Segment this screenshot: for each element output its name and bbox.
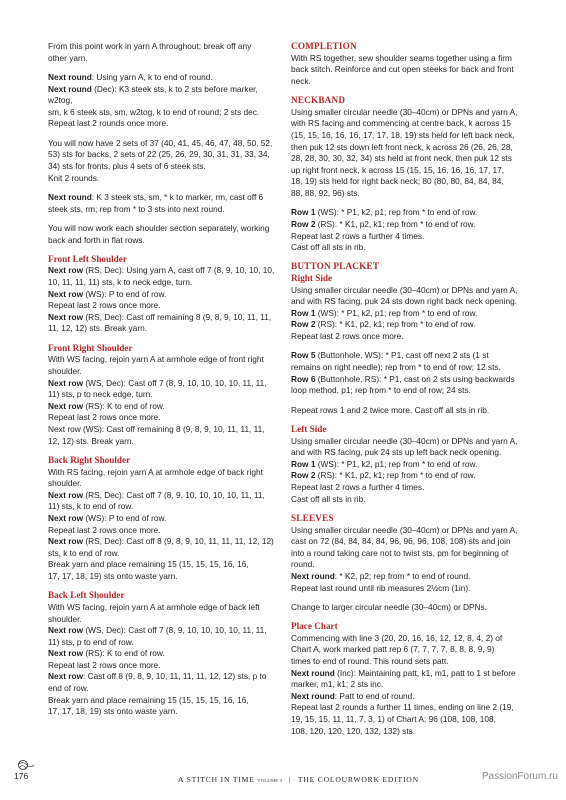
- stitch-sets-paragraph: [48, 138, 276, 184]
- text-line: Row 2 (RS): * K1, p2, k1; rep from * to end of row.: [291, 470, 476, 481]
- left-side-body: [291, 436, 523, 506]
- bold-label: Row 1: [291, 458, 316, 469]
- text-line: remains on right needle); rep from * to end of row; 12 sts.: [291, 362, 501, 373]
- text-line: Row 1 (WS): * P1, k2, p1; rep from * to end of row.: [291, 207, 478, 218]
- text-line: Using smaller circular needle (30–40cm) or DPNs and yarn A,: [291, 106, 518, 117]
- place-chart-section: [291, 621, 523, 737]
- section-body: [48, 467, 276, 583]
- text-line: Break yarn and place remaining 15 (15, 15, 15, 16, 16,: [48, 694, 249, 705]
- section-heading: Back Left Shoulder: [48, 590, 125, 601]
- front-left-shoulder-section: [48, 254, 276, 335]
- shoulder-note: [48, 223, 276, 246]
- text-line: Using smaller circular needle (30–40cm) or DPNs and yarn A,: [291, 435, 518, 446]
- text-line: Next row (WS): Cast off remaining 8 (9, 8, 9, 10, 11, 11, 11,: [48, 424, 265, 434]
- bold-label: Next row: [48, 489, 84, 500]
- text-line: 108, 120, 120, 120, 132, 132) sts.: [291, 725, 416, 736]
- bold-label: Row 5: [291, 350, 316, 361]
- bold-label: Next row: [48, 648, 84, 659]
- page-footer: [0, 771, 566, 791]
- section-heading: NECKBAND: [291, 95, 346, 106]
- text-line: Next round: Using yarn A, k to end of round.: [48, 71, 213, 82]
- bold-label: Next row: [48, 400, 84, 411]
- subsection-heading: Left Side: [291, 424, 327, 434]
- back-right-shoulder-section: [48, 455, 276, 583]
- text-line: cast on 72 (84, 84, 84, 84, 96, 96, 96, 108, 108) sts and join: [291, 536, 511, 547]
- text-line: Next row (RS, Dec): Cast off 7 (8, 9, 10, 10, 10, 10, 11, 11,: [48, 489, 265, 500]
- text-line: With WS facing, rejoin yarn A at armhole edge of back left: [48, 601, 260, 612]
- text-line: then puk 12 sts down left front neck, k across 26 (26, 26, 28,: [291, 141, 513, 152]
- right-column: [291, 41, 523, 745]
- bold-label: Next row: [48, 311, 84, 322]
- text-line: Row 2 (RS): * K1, p2, k1; rep from * to end of row.: [291, 319, 476, 330]
- text-line: Repeat last 2 rows a further 4 times.: [291, 230, 425, 241]
- front-right-shoulder-section: [48, 343, 276, 447]
- section-heading: SLEEVES: [291, 512, 334, 523]
- section-heading: BUTTON PLACKET: [291, 261, 380, 272]
- subsection-heading: Right Side: [291, 273, 333, 284]
- text-line: sts, k to end of row.: [48, 547, 120, 558]
- text-line: 17, 17, 18, 19) sts onto waste yarn.: [48, 706, 178, 717]
- section-heading: COMPLETION: [291, 41, 357, 51]
- text-line: shoulder.: [48, 478, 82, 489]
- text-line: round.: [291, 559, 315, 570]
- text-line: Next row (WS, Dec): Cast off 7 (8, 9, 10, 10, 10, 10, 11, 11,: [48, 625, 267, 636]
- text-line: shoulder.: [48, 613, 82, 624]
- needle-change-note: Change to larger circular needle (30–40cm) or DPNs.: [291, 601, 487, 612]
- text-line: Repeat last 2 rounds a further 11 times, ending on line 2 (19,: [291, 702, 514, 713]
- decrease-rounds: [48, 72, 276, 130]
- text-line: marker, m1, k1; 2 sts inc.: [291, 679, 384, 690]
- text-line: With RS facing, rejoin yarn A at armhole edge of back right: [48, 466, 263, 477]
- magazine-name: A STITCH IN TIME: [178, 775, 255, 784]
- text-line: 19, 15, 15, 11, 11, 7, 3, 1) of Chart A; 96 (108, 108, 108,: [291, 714, 496, 725]
- text-line: Using smaller circular needle (30–40cm) or DPNs and yarn A,: [291, 524, 518, 535]
- text-line: 11) sts, p to neck edge, turn.: [48, 389, 153, 400]
- yarn-ball-icon: [14, 757, 36, 771]
- text-line: 11) sts, p to end of row.: [48, 636, 134, 647]
- text-line: Next row (WS): P to end of row.: [48, 512, 167, 523]
- text-line: 34) sts for fronts, plus 4 sets of 6 steek sts.: [48, 160, 206, 171]
- text-line: Next row (WS, Dec): Cast off 7 (8, 9, 10, 10, 10, 10, 11, 11,: [48, 377, 267, 388]
- bold-label: Row 1: [291, 207, 316, 218]
- right-side-body: [291, 285, 523, 343]
- text-line: With WS facing, rejoin yarn A at armhole edge of front right: [48, 354, 264, 365]
- separator: |: [289, 775, 292, 784]
- text-line: Next row (RS): K to end of row.: [48, 400, 165, 411]
- sleeves-section: [291, 513, 523, 614]
- text-line: neck.: [291, 75, 311, 86]
- page-number: 176: [14, 771, 29, 781]
- text-line: Repeat last 2 rows once more.: [48, 412, 161, 423]
- neckband-section: [291, 95, 523, 254]
- text-line: Row 1 (WS): * P1, k2, p1; rep from * to end of row.: [291, 307, 478, 318]
- section-heading: Back Right Shoulder: [48, 454, 131, 465]
- text-line: up right front neck, k across 15 (15, 15, 16, 16, 16, 17, 17,: [291, 164, 505, 175]
- bold-label: Next round: [291, 667, 335, 678]
- text-line: Next round: K 3 steek sts, sm, * k to marker, rm, cast off 6: [48, 191, 264, 202]
- text-line: back stitch. Reinforce and cut open steeks for back and front: [291, 64, 514, 75]
- left-column: [48, 41, 276, 726]
- buttonhole-rows: [291, 350, 523, 396]
- text-line: 88, 88, 92, 96) sts.: [291, 187, 360, 198]
- text-line: sm, k 6 steek sts, sm, w2tog, k to end of round; 2 sts dec.: [48, 106, 260, 117]
- text-line: 18, 19) sts held for right back neck; 80 (80, 80, 84, 84, 84,: [291, 176, 504, 187]
- edition-label: THE COLOURWORK EDITION: [297, 775, 419, 784]
- text-line: Next round (Inc): Maintaining patt, k1, m1, patt to 1 st before: [291, 667, 516, 678]
- section-body: [291, 53, 523, 88]
- bold-label: Next row: [48, 671, 84, 682]
- text-line: Next row (WS): P to end of row.: [48, 288, 167, 299]
- back-left-shoulder-section: [48, 590, 276, 718]
- bold-label: Next round: [48, 71, 92, 82]
- text-line: 11) sts, k to end of row.: [48, 501, 134, 512]
- section-body: [291, 107, 523, 200]
- bold-label: Next round: [291, 570, 335, 581]
- text-line: other yarn.: [48, 52, 88, 63]
- rib-rows: [291, 207, 523, 253]
- section-heading: Front Left Shoulder: [48, 253, 127, 264]
- text-line: Break yarn and place remaining 15 (15, 15, 15, 16, 16,: [48, 559, 249, 570]
- bold-label: Row 2: [291, 218, 316, 229]
- text-line: From this point work in yarn A throughout; break off any: [48, 41, 252, 51]
- bold-label: Next row: [48, 265, 84, 276]
- bold-label: Row 2: [291, 319, 316, 330]
- text-line: Next round (Dec): K3 steek sts, k to 2 sts before marker, w2tog,: [48, 83, 258, 106]
- section-body: [48, 354, 276, 447]
- text-line: and with RS facing, puk 24 sts up left back neck opening.: [291, 447, 502, 458]
- text-line: You will now have 2 sets of 37 (40, 41, 45, 46, 47, 48, 50, 52,: [48, 137, 273, 148]
- text-line: Next row (RS, Dec): Using yarn A, cast off 7 (8, 9, 10, 10, 10,: [48, 265, 275, 276]
- text-line: Chart A, work marked patt rep 6 (7, 7, 7, 7, 8, 8, 8, 9, 9): [291, 644, 495, 655]
- text-line: Next round: * K2, p2; rep from * to end of round.: [291, 570, 471, 581]
- bold-label: Next row: [48, 536, 84, 547]
- section-heading: Front Right Shoulder: [48, 342, 133, 353]
- text-line: 17, 17, 18, 19) sts onto waste yarn.: [48, 570, 178, 581]
- intro-paragraph: [48, 41, 276, 64]
- text-line: Repeat last 2 rows once more.: [48, 659, 161, 670]
- text-line: into a round taking care not to twist sts, pm for beginning of: [291, 547, 509, 558]
- section-body: [291, 633, 523, 737]
- completion-section: [291, 41, 523, 87]
- text-line: (15, 15, 16, 16, 16, 17, 17, 18, 19) sts held for left back neck,: [291, 129, 515, 140]
- repeat-note: Repeat rows 1 and 2 twice more. Cast off all sts in rib.: [291, 404, 490, 415]
- text-line: Commencing with line 3 (20, 20, 16, 16, 12, 12, 8, 4, 2) of: [291, 632, 503, 643]
- text-line: 11, 12, 12) sts. Break yarn.: [48, 323, 147, 334]
- castoff-steeks: [48, 192, 276, 215]
- text-line: Next row (RS, Dec): Cast off remaining 8 (9, 8, 9, 10, 11, 11,: [48, 311, 272, 322]
- text-line: 28, 28, 30, 30, 32, 34) sts held at front neck, then puk 12 sts: [291, 153, 512, 164]
- watermark: PassionForum.ru: [481, 771, 558, 782]
- section-body: [291, 525, 523, 595]
- text-line: loop method, p1; rep from * to end of row; 24 sts.: [291, 385, 471, 396]
- bold-label: Next round: [291, 690, 335, 701]
- text-line: Row 5 (Buttonhole, WS): * P1, cast off next 2 sts (1 st: [291, 350, 489, 361]
- bold-label: Next row: [48, 625, 84, 636]
- bold-label: Row 6: [291, 373, 316, 384]
- section-heading: Place Chart: [291, 621, 338, 632]
- text-line: Repeat last 2 rows once more.: [48, 300, 161, 311]
- text-line: Knit 2 rounds.: [48, 172, 100, 183]
- bold-label: Next round: [48, 83, 92, 94]
- text-line: Next row: Cast off 8 (9, 8, 9, 10, 11, 11, 11, 12, 12) sts, p to: [48, 671, 267, 682]
- section-body: [48, 265, 276, 335]
- text-line: Next round: Patt to end of round.: [291, 690, 415, 701]
- text-line: with RS facing and commencing at centre back, k across 15: [291, 118, 511, 129]
- text-line: Repeat last round until rib measures 2½cm (1in).: [291, 582, 471, 593]
- text-line: steek sts, rm; rep from * to 3 sts into next round.: [48, 203, 225, 214]
- text-line: and with RS facing, puk 24 sts down right back neck opening.: [291, 296, 517, 307]
- magazine-title: [178, 775, 419, 784]
- text-line: Next row (RS): K to end of row.: [48, 648, 165, 659]
- text-line: Row 2 (RS): * K1, p2, k1; rep from * to end of row.: [291, 218, 476, 229]
- text-line: Row 1 (WS): * P1, k2, p1; rep from * to end of row.: [291, 458, 478, 469]
- text-line: Repeat last 2 rows once more.: [291, 331, 404, 342]
- volume-label: VOLUME 3: [257, 778, 283, 783]
- text-line: Cast off all sts in rib.: [291, 242, 366, 253]
- text-line: Next row (RS, Dec): Cast off 8 (9, 8, 9, 10, 11, 11, 11, 12, 12): [48, 536, 274, 547]
- bold-label: Next round: [48, 191, 92, 202]
- text-line: Repeat last 2 rows once more.: [48, 524, 161, 535]
- text-line: shoulder.: [48, 366, 82, 377]
- text-line: end of row.: [48, 683, 89, 694]
- bold-label: Next row: [48, 288, 84, 299]
- text-line: Repeat last 2 rows a further 4 times.: [291, 481, 425, 492]
- text-line: You will now work each shoulder section separately, working: [48, 222, 270, 233]
- text-line: 10, 11, 11, 11) sts, k to neck edge, turn.: [48, 277, 193, 288]
- text-line: back and forth in flat rows.: [48, 234, 145, 245]
- text-line: 53) sts for backs, 2 sets of 22 (25, 26, 29, 30, 31, 31, 33, 34,: [48, 149, 270, 160]
- text-line: Repeat last 2 rounds once more.: [48, 118, 169, 129]
- text-line: 12, 12) sts. Break yarn.: [48, 435, 134, 446]
- button-placket-section: [291, 261, 523, 505]
- bold-label: Next row: [48, 512, 84, 523]
- text-line: Using smaller circular needle (30–40cm) or DPNs and yarn A,: [291, 284, 518, 295]
- text-line: Cast off all sts in rib.: [291, 493, 366, 504]
- section-body: [48, 602, 276, 718]
- text-line: With RS together, sew shoulder seams together using a firm: [291, 52, 512, 63]
- bold-label: Row 1: [291, 307, 316, 318]
- text-line: times to end of round. This round sets patt.: [291, 656, 449, 667]
- bold-label: Row 2: [291, 470, 316, 481]
- text-line: Row 6 (Buttonhole, RS): * P1, cast on 2 sts using backwards: [291, 373, 515, 384]
- bold-label: Next row: [48, 377, 84, 388]
